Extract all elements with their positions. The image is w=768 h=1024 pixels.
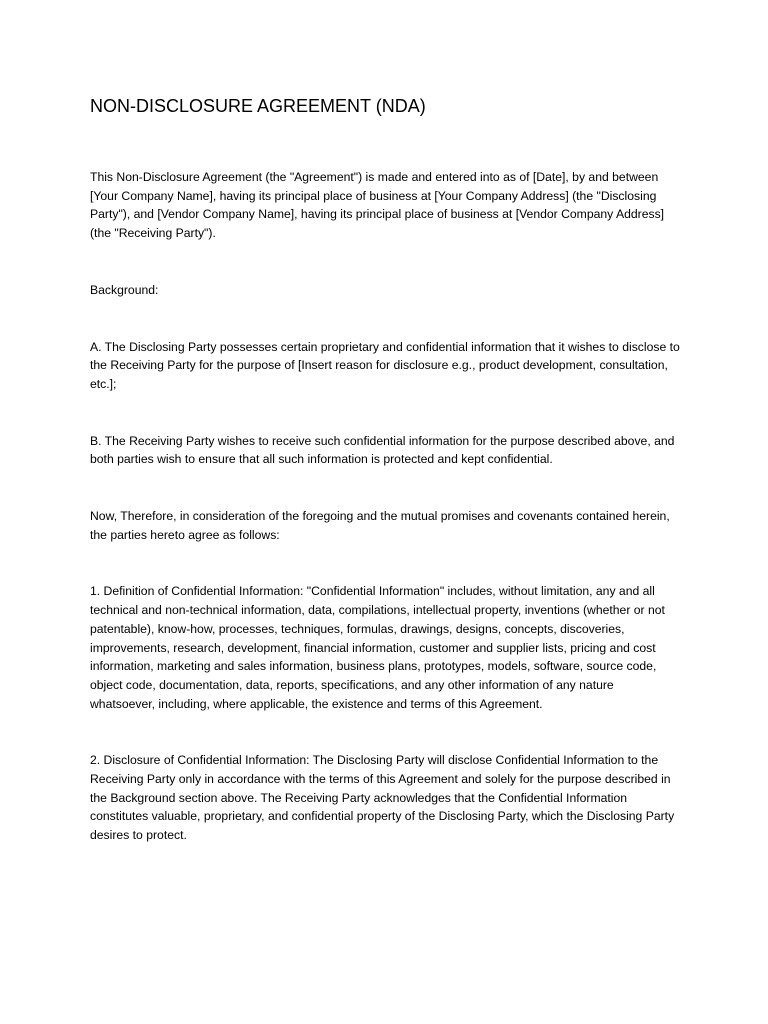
document-body: [90, 94, 680, 883]
consideration-paragraph: Now, Therefore, in consideration of the foregoing and the mutual promises and covenants contained herein, the parties hereto agree as follows:: [90, 509, 670, 542]
recital-b-paragraph: B. The Receiving Party wishes to receive such confidential information for the purpose described above, and both parties wish to ensure that all such information is protected and kept confidential.: [90, 433, 675, 467]
clause-2-paragraph: 2. Disclosure of Confidential Information: The Disclosing Party will disclose Confidential Information to the Receiving Party only in accordance with the terms of this Agreement and solely for the purpose described in the Background section above. The Receiving Party acknowledges that the Confidential Information constitutes valuable, proprietary, and confidential property of the Disclosing Party, which the Disclosing Party desires to protect.: [90, 753, 675, 843]
background-heading: Background:: [90, 282, 159, 297]
intro-paragraph: This Non-Disclosure Agreement (the "Agreement") is made and entered into as of [Date], by and between [Your Company Name], having its principal place of business at [Your Company Address] (the "Disclosing Party"), and [Vendor Company Name], having its principal place of business at [Vendor Company Address] (the "Receiving Party").: [90, 170, 665, 241]
recital-a-paragraph: A. The Disclosing Party possesses certain proprietary and confidential information that it wishes to disclose to the Receiving Party for the purpose of [Insert reason for disclosure e.g., product development, consultation, etc.];: [90, 339, 680, 391]
clause-1-paragraph: 1. Definition of Confidential Information: "Confidential Information" includes, without limitation, any and all technical and non-technical information, data, compilations, intellectual property, inventions (whether or not patentable), know-how, processes, techniques, formulas, drawings, designs, concepts, discoveries, improvements, research, development, financial information, customer and supplier lists, pricing and cost information, marketing and sales information, business plans, prototypes, models, software, source code, object code, documentation, data, reports, specifications, and any other information of any nature whatsoever, including, where applicable, the existence and terms of this Agreement.: [90, 584, 665, 711]
document-title: NON-DISCLOSURE AGREEMENT (NDA): [90, 96, 426, 116]
